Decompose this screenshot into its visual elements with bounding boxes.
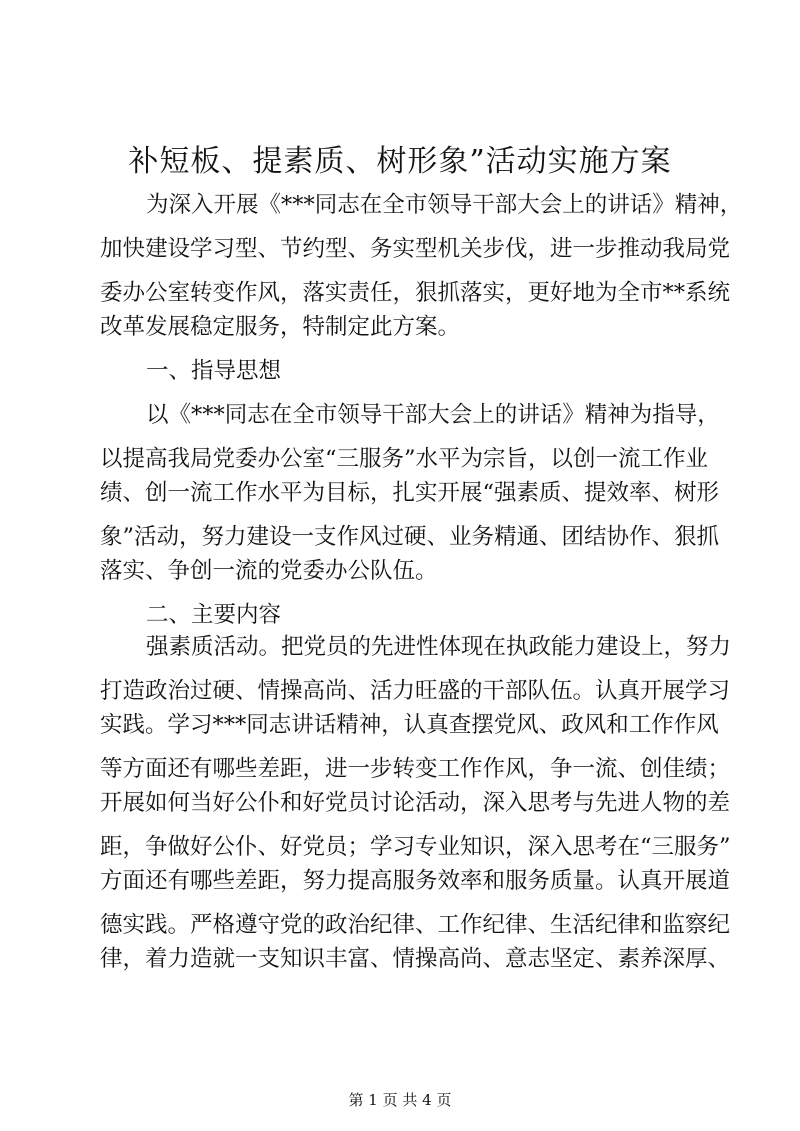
page-footer: 第 1 页 共 4 页 bbox=[348, 1091, 452, 1109]
paragraph-line: 开展如何当好公仆和好党员讨论活动，深入思考与先进人物的差 bbox=[100, 790, 731, 816]
paragraph-line: 改革发展稳定服务，特制定此方案。 bbox=[100, 314, 461, 340]
paragraph-line: 落实、争创一流的党委办公队伍。 bbox=[100, 558, 438, 584]
paragraph-line: 德实践。严格遵守党的政治纪律、工作纪律、生活纪律和监察纪 bbox=[100, 912, 731, 938]
paragraph-line: 以《***同志在全市领导干部大会上的讲话》精神为指导， bbox=[146, 402, 720, 428]
paragraph-line: 方面还有哪些差距，努力提高服务效率和服务质量。认真开展道 bbox=[100, 868, 731, 894]
paragraph-line: 为深入开展《***同志在全市领导干部大会上的讲话》精神， bbox=[146, 192, 743, 218]
paragraph-line: 委办公室转变作风，落实责任，狠抓落实，更好地为全市**系统 bbox=[100, 280, 731, 306]
paragraph-line: 象”活动，努力建设一支作风过硬、业务精通、团结协作、狠抓 bbox=[100, 524, 720, 550]
document-title: 补短板、提素质、树形象”活动实施方案 bbox=[128, 144, 672, 179]
paragraph-line: 以提高我局党委办公室“三服务”水平为宗旨，以创一流工作业 bbox=[100, 446, 709, 472]
paragraph-line: 打造政治过硬、情操高尚、活力旺盛的干部队伍。认真开展学习 bbox=[100, 678, 731, 704]
paragraph-line: 加快建设学习型、节约型、务实型机关步伐，进一步推动我局党 bbox=[100, 236, 731, 262]
paragraph-line: 律，着力造就一支知识丰富、情操高尚、意志坚定、素养深厚、 bbox=[100, 946, 731, 972]
section-heading: 二、主要内容 bbox=[146, 602, 282, 628]
paragraph-line: 强素质活动。把党员的先进性体现在执政能力建设上，努力 bbox=[146, 634, 732, 660]
section-heading: 一、指导思想 bbox=[146, 358, 282, 384]
paragraph-line: 绩、创一流工作水平为目标，扎实开展“强素质、提效率、树形 bbox=[100, 480, 720, 506]
paragraph-line: 实践。学习***同志讲话精神，认真查摆党风、政风和工作作风 bbox=[100, 712, 719, 738]
paragraph-line: 距，争做好公仆、好党员；学习专业知识，深入思考在“三服务” bbox=[100, 834, 731, 860]
paragraph-line: 等方面还有哪些差距，进一步转变工作作风，争一流、创佳绩； bbox=[100, 756, 731, 782]
